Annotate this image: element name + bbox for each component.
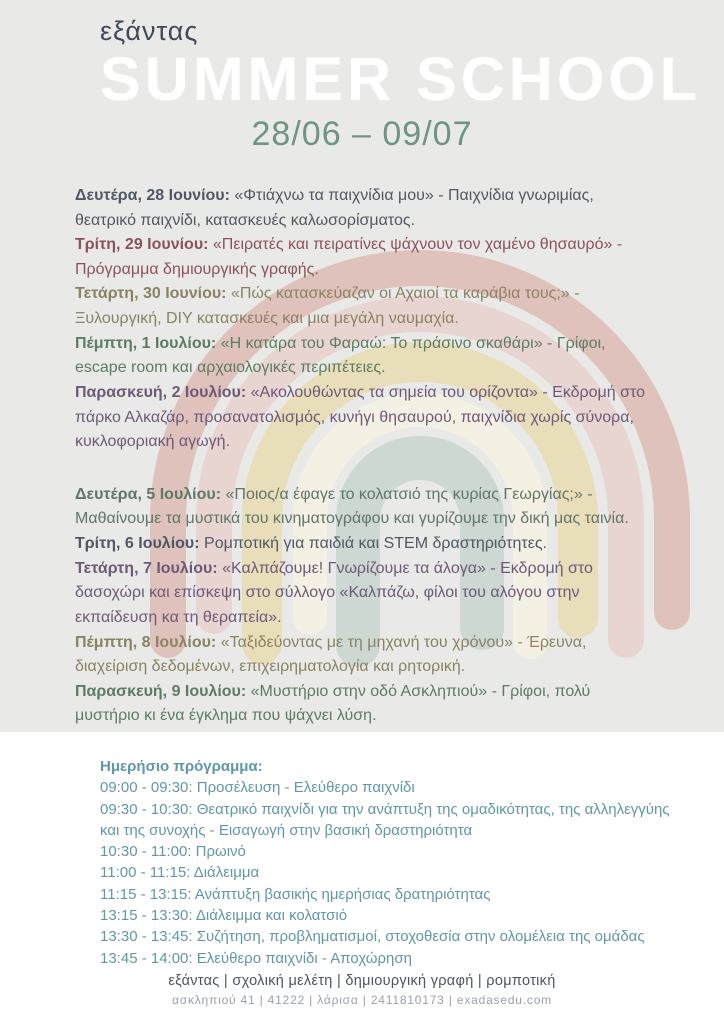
entry-text: Ρομποτική για παιδιά και STEM δραστηριότητες. xyxy=(204,535,547,552)
entry-text: «Πειρατές και πειρατίνες ψάχνουν τον χαμένο θησαυρό» - Πρόγραμμα δημιουργικής γραφής. xyxy=(75,236,623,278)
program-entry xyxy=(75,532,656,557)
program-entry xyxy=(75,184,656,233)
program-entry xyxy=(75,282,656,331)
header xyxy=(0,0,724,113)
footer-services: εξάντας | σχολική μελέτη | δημιουργική γραφή | ρομποτική xyxy=(168,973,556,989)
footer xyxy=(0,973,724,1007)
schedule-item: 13:15 - 13:30: Διάλειμμα και κολατσιό xyxy=(100,907,348,925)
schedule-item: 09:30 - 10:30: Θεατρικό παιχνίδι για την ανάπτυξη της ομαδικότητας, της αλληλεγγύης και της συνοχής - Εισαγωγή στην βασική δραστηριότητα xyxy=(100,800,670,839)
entry-text: «Φτιάχνω τα παιχνίδια μου» - Παιχνίδια γνωριμίας, θεατρικό παιχνίδι, κατασκευές καλωσορίσματος. xyxy=(75,186,594,229)
bottom-section xyxy=(0,732,724,1023)
schedule-item: 11:00 - 11:15: Διάλειμμα xyxy=(100,864,260,882)
day-label: Δευτέρα, 28 Ιουνίου: xyxy=(75,186,230,204)
page-title: SUMMER SCHOOL xyxy=(100,45,701,113)
day-label: Παρασκευή, 2 Ιουλίου: xyxy=(75,383,247,401)
entry-text: «Η κατάρα του Φαραώ: Το πράσινο σκαθάρι» - Γρίφοι, escape room και αρχαιολογικές περιπέτειες. xyxy=(75,334,606,377)
day-label: Τρίτη, 6 Ιουλίου: xyxy=(75,535,200,552)
program-entry xyxy=(75,557,656,631)
date-range: 28/06 – 09/07 xyxy=(251,114,473,153)
program-entry xyxy=(75,483,656,532)
brand-name: εξάντας xyxy=(100,16,199,46)
schedule-item: 10:30 - 11:00: Πρωινό xyxy=(100,843,246,861)
footer-contact: ασκληπιού 41 | 41222 | λάρισα | 2411810173 | exadasedu.com xyxy=(172,993,552,1007)
program-entry xyxy=(75,381,656,455)
schedule-item: 13:45 - 14:00: Ελεύθερο παιχνίδι - Αποχώρηση xyxy=(100,949,412,967)
day-label: Πέμπτη, 1 Ιουλίου: xyxy=(75,334,217,352)
entry-text: «Ακολουθώντας τα σημεία του ορίζοντα» - Εκδρομή στο πάρκο Αλκαζάρ, προσανατολισμός, κυνήγι θησαυρού, παιχνίδια χωρίς σύνορα, κυκλοφοριακή αγωγή. xyxy=(75,383,645,451)
schedule-item: 13:30 - 13:45: Συζήτηση, προβληματισμοί, στοχοθεσία στην ολομέλεια της ομάδας xyxy=(100,928,645,946)
program-entry xyxy=(75,680,656,729)
program-entry xyxy=(75,332,656,381)
day-label: Τετάρτη, 30 Ιουνίου: xyxy=(75,285,227,303)
program-list xyxy=(0,154,724,729)
day-label: Τρίτη, 29 Ιουνίου: xyxy=(75,236,209,254)
entry-text: «Καλπάζουμε! Γνωρίζουμε τα άλογα» - Εκδρομή στο δασοχώρι και επίσκεψη στο σύλλογο «Καλπάζω, φίλοι του αλόγου στην εκπαίδευση κα τη θεραπεία». xyxy=(75,559,593,626)
day-label: Τετάρτη, 7 Ιουλίου: xyxy=(75,559,218,577)
schedule-item: 11:15 - 13:15: Ανάπτυξη βασικής ημερήσιας δρατηριότητας xyxy=(100,885,491,903)
day-label: Δευτέρα, 5 Ιουλίου: xyxy=(75,485,222,503)
daily-schedule xyxy=(100,756,680,969)
entry-text: «Μυστήριο στην οδό Ασκληπιού» - Γρίφοι, πολύ μυστήριο κι ένα έγκλημα που ψάχνει λύση. xyxy=(75,682,591,725)
day-label: Παρασκευή, 9 Ιουλίου: xyxy=(75,682,247,700)
schedule-item: 09:00 - 09:30: Προσέλευση - Ελεύθερο παιχνίδι xyxy=(100,779,415,797)
program-entry xyxy=(75,631,656,680)
program-entry xyxy=(75,233,656,282)
day-label: Πέμπτη, 8 Ιουλίου: xyxy=(75,633,217,651)
schedule-heading: Ημερήσιο πρόγραμμα: xyxy=(100,758,263,775)
entry-text: «Πώς κατασκεύαζαν οι Αχαιοί τα καράβια τους;» - Ξυλουργική, DIY κατασκευές και μια μεγάλη ναυμαχία. xyxy=(75,285,580,327)
entry-text: «Ποιος/α έφαγε το κολατσιό της κυρίας Γεωργίας;» - Μαθαίνουμε τα μυστικά του κινηματογράφου και γυρίζουμε την δική μας ταινία. xyxy=(75,485,629,528)
entry-text: «Ταξιδεύοντας με τη μηχανή του χρόνου» - Έρευνα, διαχείριση δεδομένων, επιχειρηματολογία και ρητορική. xyxy=(75,633,587,676)
